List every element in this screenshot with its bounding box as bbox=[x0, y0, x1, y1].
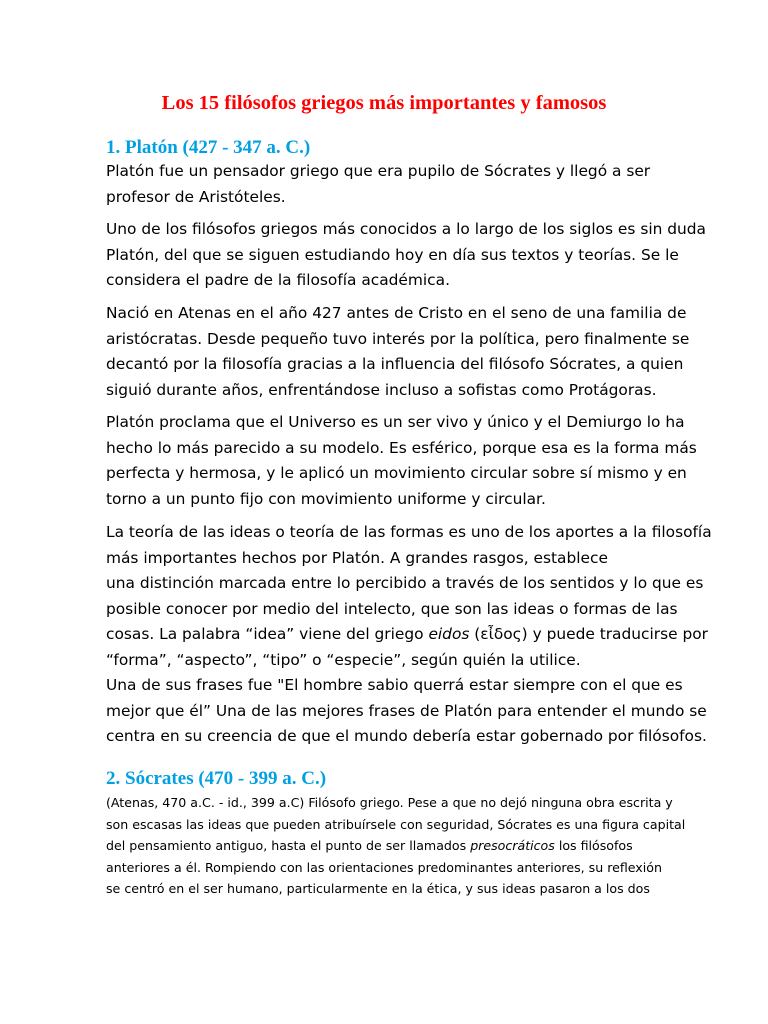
italic-term: presocráticos bbox=[470, 838, 555, 853]
text-line: posible conocer por medio del intelecto, que son las ideas o formas de las bbox=[106, 599, 678, 618]
italic-term: eidos bbox=[428, 625, 470, 643]
text-line: hecho lo más parecido a su modelo. Es esférico, porque esa es la forma más bbox=[106, 438, 697, 457]
text-run: (εἶδος) y puede traducirse por bbox=[469, 625, 708, 643]
paragraph bbox=[106, 301, 690, 403]
text-line: Platón proclama que el Universo es un ser vivo y único y el Demiurgo lo ha bbox=[106, 413, 685, 431]
document-title: Los 15 filósofos griegos más importantes y famosos bbox=[161, 92, 607, 114]
paragraph bbox=[106, 410, 697, 512]
text-line: aristócratas. Desde pequeño tuvo interés por la política, pero finalmente se bbox=[106, 329, 690, 348]
text-run: los filósofos bbox=[554, 838, 633, 853]
text-line: torno a un punto fijo con movimiento uniforme y circular. bbox=[106, 489, 546, 508]
text-line: mejor que él” Una de las mejores frases de Platón para entender el mundo se bbox=[106, 701, 707, 720]
text-run: del pensamiento antiguo, hasta el punto de ser llamados bbox=[106, 838, 471, 853]
text-line: Platón, del que se siguen estudiando hoy en día sus textos y teorías. Se le bbox=[106, 245, 679, 264]
text-line: “forma”, “aspecto”, “tipo” o “especie”, según quién la utilice. bbox=[106, 650, 581, 669]
text-line: más importantes hechos por Platón. A grandes rasgos, establece bbox=[106, 548, 608, 567]
text-line bbox=[106, 835, 676, 857]
text-line: considera el padre de la filosofía académica. bbox=[106, 271, 450, 289]
text-line bbox=[106, 622, 708, 648]
text-line: La teoría de las ideas o teoría de las formas es uno de los aportes a la filosofía bbox=[106, 523, 712, 541]
section-heading-socrates: 2. Sócrates (470 - 399 a. C.) bbox=[106, 768, 327, 789]
text-line: Uno de los filósofos griegos más conocidos a lo largo de los siglos es sin duda bbox=[106, 220, 706, 238]
section-heading-platon: 1. Platón (427 - 347 a. C.) bbox=[106, 137, 311, 158]
text-line: Platón fue un pensador griego que era pupilo de Sócrates y llegó a ser bbox=[106, 162, 651, 180]
text-line: anteriores a él. Rompiendo con las orientaciones predominantes anteriores, su reflexión bbox=[106, 859, 662, 875]
text-line: decantó por la filosofía gracias a la influencia del filósofo Sócrates, a quien bbox=[106, 355, 684, 373]
paragraph bbox=[106, 792, 686, 900]
text-line: siguió durante años, enfrentándose incluso a sofistas como Protágoras. bbox=[106, 380, 657, 399]
text-line: perfecta y hermosa, y le aplicó un movimiento circular sobre sí mismo y en bbox=[106, 464, 687, 482]
text-line: se centró en el ser humano, particularmente en la ética, y sus ideas pasaron a los dos bbox=[106, 881, 650, 896]
paragraph bbox=[106, 217, 706, 294]
text-line: son escasas las ideas que pueden atribuírsele con seguridad, Sócrates es una figura capital bbox=[106, 816, 686, 832]
text-line: profesor de Aristóteles. bbox=[106, 187, 286, 206]
text-line: (Atenas, 470 a.C. - id., 399 a.C) Filósofo griego. Pese a que no dejó ninguna obra escrita y bbox=[106, 795, 673, 810]
paragraph bbox=[106, 520, 712, 750]
paragraph bbox=[106, 159, 666, 210]
text-line: centra en su creencia de que el mundo debería estar gobernado por filósofos. bbox=[106, 727, 707, 745]
text-line: una distinción marcada entre lo percibido a través de los sentidos y lo que es bbox=[106, 574, 704, 592]
text-run: cosas. La palabra “idea” viene del griego bbox=[106, 625, 429, 643]
text-line: Nació en Atenas en el año 427 antes de Cristo en el seno de una familia de bbox=[106, 304, 687, 322]
text-line: Una de sus frases fue "El hombre sabio querrá estar siempre con el que es bbox=[106, 676, 683, 694]
